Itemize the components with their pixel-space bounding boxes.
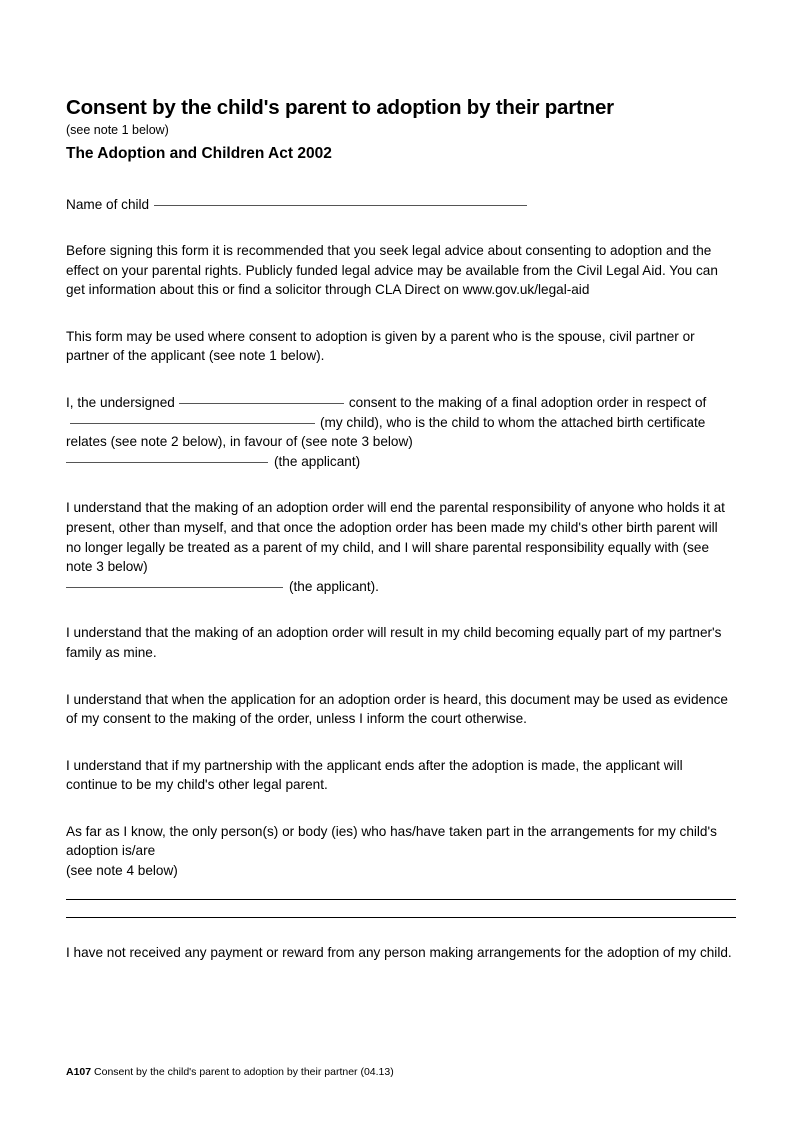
- consent-text-part-2: consent to the making of a final adoption order in respect of: [348, 394, 707, 410]
- child-name-input[interactable]: [70, 423, 315, 424]
- act-heading: The Adoption and Children Act 2002: [66, 145, 332, 162]
- applicant-name-input-2[interactable]: [66, 587, 283, 588]
- paragraph-family-equally: I understand that the making of an adoption order will result in my child becoming equally part of my partner's family as mine.: [66, 625, 722, 660]
- consent-text-part-4: (the applicant): [274, 453, 361, 469]
- arrangements-answer-line-1[interactable]: [66, 899, 736, 900]
- paragraph-legal-advice: Before signing this form it is recommended that you seek legal advice about consenting to adoption and the effect on your parental rights. Publicly funded legal advice may be available from the Civil Legal Aid. You can get information about this or find a solicitor through CLA Direct on www.gov.uk/legal-aid: [66, 243, 718, 298]
- parental-responsibility-text: I understand that the making of an adoption order will end the parental responsibility of anyone who holds it at present, other than myself, and that once the adoption order has been made my child's other birth parent will no longer legally be treated as a parent of my child, and I will share parental responsibility equally with (see note 3 below): [66, 500, 725, 575]
- undersigned-name-input[interactable]: [179, 403, 344, 404]
- parental-responsibility-applicant-label: (the applicant).: [289, 578, 379, 594]
- consent-text-part-1: I, the undersigned: [66, 394, 175, 410]
- title-note: (see note 1 below): [66, 123, 169, 137]
- arrangements-answer-area: [66, 899, 736, 918]
- name-of-child-input[interactable]: [154, 205, 527, 206]
- page-title: Consent by the child's parent to adoption by their partner: [66, 96, 614, 119]
- paragraph-partnership-ends: I understand that if my partnership with the applicant ends after the adoption is made, the applicant will continue to be my child's other legal parent.: [66, 757, 683, 793]
- name-of-child-label: Name of child: [66, 197, 150, 212]
- paragraph-no-payment: I have not received any payment or reward from any person making arrangements for the adoption of my child.: [66, 944, 732, 960]
- name-of-child-row: [66, 195, 736, 214]
- arrangements-note: (see note 4 below): [66, 863, 178, 879]
- applicant-name-input-1[interactable]: [66, 462, 268, 463]
- paragraph-form-use: This form may be used where consent to adoption is given by a parent who is the spouse, civil partner or partner of the applicant (see note 1 below).: [66, 328, 695, 364]
- footer-text: Consent by the child's parent to adoption by their partner (04.13): [94, 1066, 394, 1078]
- paragraph-evidence-of-consent: I understand that when the application for an adoption order is heard, this document may be used as evidence of my consent to the making of the order, unless I inform the court otherwise.: [66, 691, 728, 727]
- arrangements-answer-line-2[interactable]: [66, 917, 736, 918]
- document-content: [66, 96, 736, 962]
- page-footer: [66, 1066, 394, 1079]
- paragraph-consent-declaration: [66, 393, 736, 471]
- paragraph-parental-responsibility: [66, 498, 736, 596]
- paragraph-arrangements: As far as I know, the only person(s) or body (ies) who has/have taken part in the arrangements for my child's adoption is/are: [66, 823, 717, 859]
- form-code: A107: [66, 1066, 92, 1078]
- consent-text-part-3: (my child), who is the child to whom the attached birth certificate relates (see note 2 below), in favour of (see note 3 below): [66, 414, 706, 450]
